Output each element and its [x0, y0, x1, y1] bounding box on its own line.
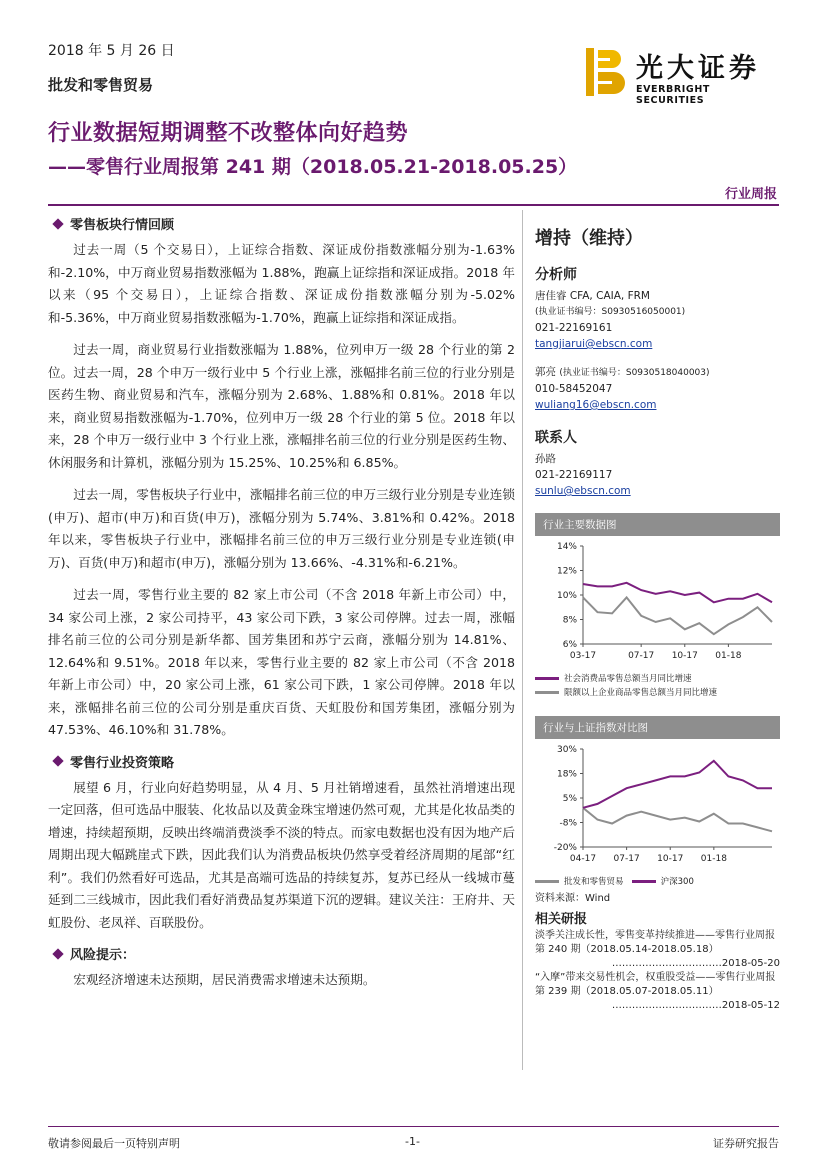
- x-tick-label: 10-17: [671, 651, 698, 661]
- legend-label: 社会消费品零售总额当月同比增速: [564, 674, 692, 684]
- paragraph: 展望 6 月，行业向好趋势明显，从 4 月、5 月社销增速看，虽然社消增速出现一定回落，但可选品中服装、化妆品以及黄金珠宝增速仍然可观，尤其是化妆品类的增速，持续超预期，反映出终端消费淡季不淡的特点。而家电数据也没有因为地产后周期出现大幅跳崖式下跌，因此我们认为消费品板块仍然享受着经济周期的尾部“红利”。我们仍然看好可选品，尤其是高端可选品的持续复苏，复苏已经从一线城市蔓延到二三线城市，因此我们看好消费品复苏渠道下沉的逻辑。建议关注：王府井、天虹股份、老凤祥、百联股份。: [48, 779, 515, 930]
- x-tick-label: 01-18: [715, 651, 742, 661]
- footer-divider: [48, 1126, 779, 1127]
- series-line: [583, 583, 772, 603]
- analyst-cert: (执业证书编号：S0930516050001): [535, 307, 686, 317]
- legend-swatch: [535, 677, 559, 680]
- industry-name: 批发和零售贸易: [48, 76, 154, 94]
- chart2-title: 行业与上证指数对比图: [535, 716, 780, 739]
- y-tick-label: 8%: [562, 615, 577, 626]
- series-line: [583, 597, 772, 634]
- section-title: 风险提示：: [70, 948, 136, 963]
- paragraph: 宏观经济增速未达预期，居民消费需求增速未达预期。: [73, 972, 376, 987]
- legend-swatch: [535, 691, 559, 694]
- contact-name: 孙路: [535, 453, 556, 465]
- y-tick-label: -8%: [559, 818, 577, 829]
- y-tick-label: 14%: [556, 542, 577, 552]
- related-date: ……………………………2018-05-12: [611, 1000, 780, 1011]
- y-tick-label: 30%: [556, 745, 577, 755]
- brand-name-cn: 光大证券: [636, 53, 760, 84]
- analyst-phone: 010-58452047: [535, 383, 613, 395]
- section-risk: [48, 944, 515, 992]
- chart-retail-growth: [535, 536, 780, 666]
- chart-industry-vs-index: [535, 739, 780, 869]
- section-investment-strategy: [48, 752, 515, 935]
- analyst-email-link[interactable]: tangjiarui@ebscn.com: [535, 338, 653, 350]
- main-content: [48, 214, 515, 1002]
- contact-phone: 021-22169117: [535, 469, 613, 481]
- analyst-email-link[interactable]: wuliang16@ebscn.com: [535, 399, 657, 411]
- paragraph: 过去一周，零售行业主要的 82 家上市公司（不含 2018 年新上市公司）中，34 家公司上涨，2 家公司持平，43 家公司下跌，3 家公司停牌。过去一周，涨幅排名前三位的公司分别是新华都、国芳集团和苏宁云商，涨幅分别为 14.81%、12.64%和 9.51%。2018 年以来，零售行业主要的 82 家上市公司（不含 2018 年新上市公司）中，20 家公司上涨，61 家公司下跌，1 家公司停牌。2018 年以来，涨幅排名前三位的公司分别是重庆百货、天虹股份和国芳集团，涨幅分别为 47.53%、46.10%和 31.78%。: [48, 587, 515, 737]
- y-tick-label: -20%: [553, 843, 577, 853]
- series-line: [583, 808, 772, 832]
- footer-disclaimer: 敬请参阅最后一页特别声明: [48, 1137, 180, 1150]
- legend-swatch: [632, 880, 656, 883]
- footer-report-type: 证券研究报告: [713, 1137, 779, 1150]
- paragraph: 过去一周，商业贸易行业指数涨幅为 1.88%，位列申万一级 28 个行业的第 2 位。过去一周，28 个申万一级行业中 5 个行业上涨，涨幅排名前三位的行业分别是医药生物、商业贸易和汽车，涨幅分别为 2.68%、1.88%和 0.81%。2018 年以来，商业贸易指数涨幅为-1.70%，位列申万一级 28 个行业的第 5 位。2018 年以来，28 个申万一级行业中 3 个行业上涨，涨幅排名前三位的行业分别是医药生物、休闲服务和计算机，涨幅分别为 15.25%、10.25%和 6.85%。: [48, 342, 515, 470]
- y-tick-label: 6%: [562, 640, 577, 650]
- y-tick-label: 18%: [556, 769, 577, 780]
- x-tick-label: 07-17: [613, 854, 640, 864]
- report-type: 行业周报: [724, 187, 777, 202]
- diamond-bullet-icon: [52, 218, 63, 229]
- x-tick-label: 03-17: [569, 651, 597, 661]
- y-tick-label: 10%: [556, 591, 577, 601]
- y-tick-label: 12%: [556, 566, 577, 577]
- related-report[interactable]: “入摩”带来交易性机会，权重股受益——零售行业周报第 239 期（2018.05.07-2018.05.11）: [535, 972, 776, 997]
- diamond-bullet-icon: [52, 948, 63, 959]
- related-date: ……………………………2018-05-20: [611, 958, 780, 969]
- brand-name-en: EVERBRIGHT SECURITIES: [636, 84, 710, 106]
- paragraph: 过去一周，零售板块子行业中，涨幅排名前三位的申万三级行业分别是专业连锁(申万)、超市(申万)和百货(申万)，涨幅分别为 5.74%、3.81%和 0.42%。2018 年以来，零售板块子行业中，涨幅排名前三位的申万三级行业分别是专业连锁(申万)、百货(申万)和超市(申万)，涨幅分别为 13.66%、-4.31%和-6.21%。: [48, 487, 515, 570]
- rating: 增持（维持）: [535, 228, 643, 249]
- legend-label: 限额以上企业商品零售总额当月同比增速: [564, 688, 718, 698]
- analyst-heading: 分析师: [535, 267, 577, 283]
- analyst-name: 郭亮: [535, 366, 556, 378]
- x-tick-label: 07-17: [628, 651, 655, 661]
- page-number: -1-: [405, 1135, 420, 1148]
- section-title: 零售板块行情回顾: [70, 218, 175, 233]
- legend-label: 批发和零售贸易: [564, 877, 624, 887]
- section-market-review: [48, 214, 515, 742]
- contact-email-link[interactable]: sunlu@ebscn.com: [535, 485, 631, 497]
- report-title: 行业数据短期调整不改整体向好趋势: [48, 121, 409, 146]
- data-source: 资料来源：Wind: [535, 893, 611, 904]
- paragraph: 过去一周（5 个交易日），上证综合指数、深证成份指数涨幅分别为-1.63%和-2.10%，中万商业贸易指数涨幅为 1.88%，跑赢上证综指和深证成指。2018 年以来（95 个交易日），上证综合指数、深证成份指数涨幅分别为-5.02%和-5.36%，中万商业贸易指数涨幅为-1.70%，跑赢上证综指和深证成指。: [48, 242, 515, 325]
- diamond-bullet-icon: [52, 755, 63, 766]
- report-date: 2018 年 5 月 26 日: [48, 43, 175, 59]
- x-tick-label: 04-17: [569, 854, 597, 864]
- analyst-phone: 021-22169161: [535, 322, 613, 334]
- section-title: 零售行业投资策略: [70, 755, 175, 771]
- legend-label: 沪深300: [660, 877, 694, 887]
- contact-heading: 联系人: [535, 430, 577, 446]
- header-divider: [48, 204, 779, 206]
- related-report[interactable]: 淡季关注成长性，零售变革持续推进——零售行业周报第 240 期（2018.05.14-2018.05.18）: [535, 930, 775, 955]
- y-tick-label: 5%: [562, 794, 577, 804]
- report-subtitle: ——零售行业周报第 241 期（2018.05.21-2018.05.25）: [48, 156, 578, 178]
- brand-logo-icon: [580, 46, 628, 98]
- brand-logo: [580, 46, 780, 106]
- analyst-name: 唐佳睿: [535, 290, 567, 302]
- analyst-cert: (执业证书编号：S0930518040003): [559, 368, 710, 378]
- column-divider: [522, 210, 523, 1070]
- related-heading: 相关研报: [535, 912, 588, 927]
- x-tick-label: 01-18: [700, 854, 727, 864]
- series-line: [583, 761, 772, 808]
- x-tick-label: 10-17: [657, 854, 684, 864]
- chart1-title: 行业主要数据图: [535, 513, 780, 536]
- legend-swatch: [535, 880, 559, 883]
- analyst-credentials: CFA, CAIA, FRM: [569, 290, 650, 302]
- sidebar: [535, 214, 780, 1013]
